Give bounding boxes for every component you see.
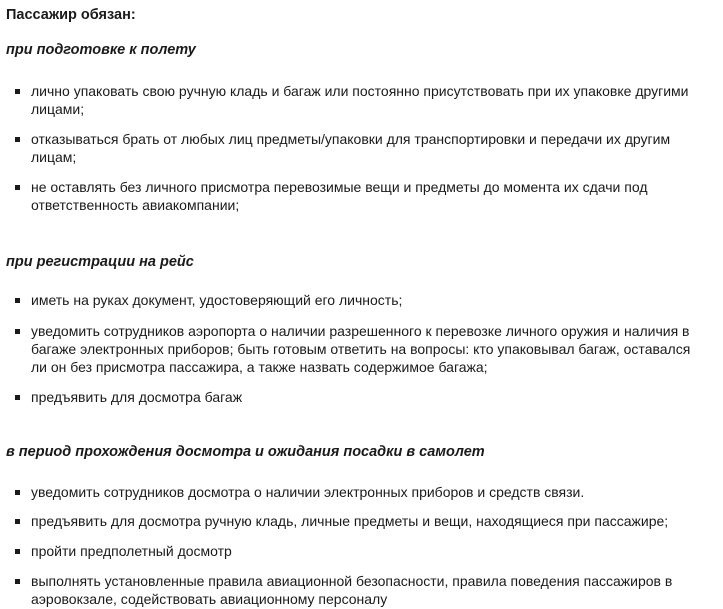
- list-item: уведомить сотрудников аэропорта о наличии разрешенного к перевозке личного оружия и наличия в багаже электронных приборов; быть готовым ответить на вопросы: кто упаковывал багаж, оставался ли он без присмотра пассажира, а также назвать содержимое багажа;: [0, 322, 700, 376]
- section-heading-preparation: при подготовке к полету: [6, 42, 196, 58]
- list-item: иметь на руках документ, удостоверяющий его личность;: [0, 291, 402, 309]
- list-item: лично упаковать свою ручную кладь и багаж или постоянно присутствовать при их упаковке другими лицами;: [0, 82, 700, 118]
- list-item: пройти предполетный досмотр: [0, 542, 232, 560]
- list-item: предъявить для досмотра ручную кладь, личные предметы и вещи, находящиеся при пассажире;: [0, 512, 668, 530]
- section-heading-checkin: при регистрации на рейс: [6, 254, 194, 270]
- section-heading-screening: в период прохождения досмотра и ожидания посадки в самолет: [6, 444, 485, 460]
- list-item: отказываться брать от любых лиц предметы/упаковки для транспортировки и передачи их другим лицам;: [0, 130, 700, 166]
- list-item: не оставлять без личного присмотра перевозимые вещи и предметы до момента их сдачи под ответственность авиакомпании;: [0, 178, 700, 214]
- document-title: Пассажир обязан:: [6, 7, 136, 23]
- list-item: предъявить для досмотра багаж: [0, 388, 242, 406]
- list-item: уведомить сотрудников досмотра о наличии электронных приборов и средств связи.: [0, 483, 584, 501]
- list-item: выполнять установленные правила авиационной безопасности, правила поведения пассажиров в аэровокзале, содействовать авиационному персоналу: [0, 572, 700, 608]
